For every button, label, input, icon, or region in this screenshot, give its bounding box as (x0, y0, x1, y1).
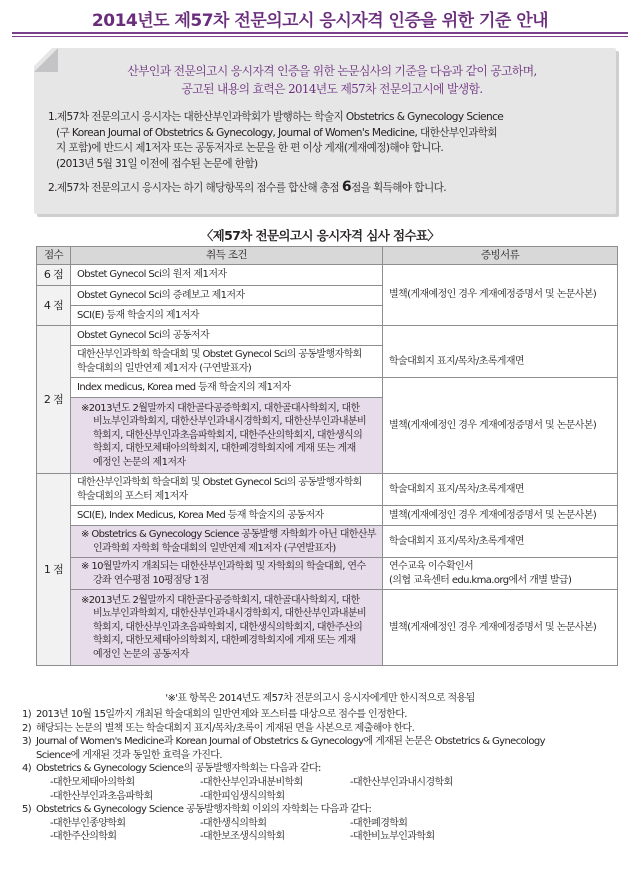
document-cell: 별책(게재예정인 경우 게재예정증명서 및 논문사본) (383, 590, 618, 666)
page-fold-decoration (34, 48, 58, 72)
table-title: 〈제57차 전문의고시 응시자격 심사 점수표〉 (200, 228, 440, 243)
notice-item-2-text: 2.제57차 전문의고시 응시자는 하기 해당항목의 점수를 합산해 총점 (48, 182, 342, 194)
notice-item-1-line: (2013년 5월 31일 이전에 접수된 논문에 한함) (56, 157, 258, 170)
condition-line: ※ Obstetrics & Gynecology Science 공동발행 자학회가 아닌 대한산부 (81, 529, 376, 540)
document-line: (의협 교육센터 edu.kma.org에서 개별 발급) (389, 574, 572, 586)
condition-cell-special (71, 398, 383, 474)
document-cell: 학술대회지 표지/목차/초록게재면 (383, 474, 618, 506)
notice-item-2 (48, 180, 608, 197)
table-row (37, 378, 618, 398)
table-row (37, 326, 618, 346)
document-cell: 별책(게재예정인 경우 게재예정증명서 및 논문사본) (383, 378, 618, 474)
notice-item-1-line: 지 포함)에 반드시 제1저자 또는 공동저자로 논문을 한 편 이상 게재(게재예정)해야 합니다. (56, 142, 444, 154)
condition-line: 학술대회의 일반연제 제1저자 (구연발표자) (77, 362, 252, 374)
table-row (37, 506, 618, 526)
condition-cell: Index medicus, Korea med 등재 학술지의 제1저자 (71, 378, 383, 398)
note-text (36, 735, 545, 762)
notice-intro (62, 62, 602, 98)
note-item (22, 803, 628, 817)
society-name (350, 790, 500, 804)
society-name: -대한모체태아의학회 (50, 776, 135, 788)
note-number: 2) (22, 722, 32, 734)
note-text: 해당되는 논문의 별책 또는 학술대회지 표지/목차/초록이 게재된 면을 사본으로 제출해야 한다. (36, 722, 415, 734)
condition-line: 강좌 연수평점 10평점당 1점 (93, 574, 209, 586)
society-name: -대한피임생식의학회 (200, 790, 285, 802)
page-title: 2014년도 제57차 전문의고시 응시자격 인증을 위한 기준 안내 (91, 11, 549, 31)
condition-line: ※2013년도 2월말까지 대한골다공증학회지, 대한골대사학회지, 대한 (81, 402, 360, 414)
note-item (22, 735, 628, 762)
condition-line: 인과학회 자학회 학술대회의 일반연제 제1저자 (구연발표자) (93, 542, 336, 554)
notes-list (22, 708, 628, 844)
document-line: 연수교육 이수확인서 (389, 561, 474, 572)
note-line: Journal of Women's Medicine과 Korean Journal of Obstetrics & Gynecology에 게재된 논문은 Obstetrics & Gynecology (36, 736, 545, 748)
document-cell (383, 558, 618, 590)
society-name: -대한비뇨부인과학회 (350, 831, 435, 843)
score-cell: 2 점 (37, 326, 71, 474)
document-cell: 별책(게재예정인 경우 게재예정증명서 및 논문사본) (383, 506, 618, 526)
note-number: 3) (22, 736, 32, 748)
score-cell: 4 점 (37, 286, 71, 326)
condition-cell: SCI(E) 등재 학술지의 제1저자 (71, 306, 383, 326)
condition-line: 대한산부인과학회 학술대회 및 Obstet Gynecol Sci의 공동발행자학회 (77, 477, 362, 488)
notice-item-1 (48, 110, 608, 172)
condition-line: 학술대회의 포스터 제1저자 (77, 490, 188, 502)
note-item (22, 762, 628, 776)
condition-cell (71, 474, 383, 506)
table-row (37, 474, 618, 506)
note-line: Science에 게재된 것과 동일한 효력을 가진다. (36, 749, 222, 761)
header-score: 점수 (37, 247, 71, 265)
condition-cell-special (71, 590, 383, 666)
note-text: Obstetrics & Gynecology Science의 공동발행자학회는 다음과 같다: (36, 763, 321, 775)
notice-item-1-line: (구 Korean Journal of Obstetrics & Gynecology, Journal of Women's Medicine, 대한산부인과학회 (56, 126, 498, 139)
table-row (37, 526, 618, 558)
society-name: -대한산부인과초음파학회 (50, 790, 153, 802)
condition-line: 비뇨부인과학회지, 대한산부인과내시경학회지, 대한산부인과내분비 (93, 608, 367, 620)
table-row (37, 558, 618, 590)
condition-line: 학회지, 대한산부인과초음파학회지, 대한생식의학회지, 대한주산의 (93, 621, 363, 633)
condition-cell-special (71, 526, 383, 558)
document-cell: 학술대회지 표지/목차/초록게재면 (383, 526, 618, 558)
society-name: -대한주산의학회 (50, 831, 117, 843)
score-table (36, 246, 618, 666)
score-cell: 6 점 (37, 265, 71, 286)
condition-cell: Obstet Gynecol Sci의 원저 제1저자 (71, 265, 383, 286)
condition-line: 예정인 논문의 공동저자 (93, 648, 189, 660)
note-number: 4) (22, 763, 32, 775)
condition-line: 대한산부인과학회 학술대회 및 Obstet Gynecol Sci의 공동발행자학회 (77, 349, 362, 360)
notice-item-1-line: 1.제57차 전문의고시 응시자는 대한산부인과학회가 발행하는 학술지 Obstetrics & Gynecology Science (48, 111, 504, 123)
note-text: Obstetrics & Gynecology Science 공동발행자학회 이외의 자학회는 다음과 같다: (36, 804, 372, 816)
header-document: 증빙서류 (383, 247, 618, 265)
society-name: -대한폐경학회 (350, 817, 408, 829)
note-item (22, 722, 628, 736)
title-rule (12, 32, 628, 34)
notice-item-2-text-end: 점을 획득해야 합니다. (350, 182, 446, 194)
condition-line: 학회지, 대한모체태아의학회지, 대한폐경학회지에 게재 또는 게재 (93, 443, 356, 455)
society-name: -대한산부인과내시경학회 (350, 776, 453, 788)
condition-line: 예정인 논문의 제1저자 (93, 456, 186, 468)
note-item (22, 708, 628, 722)
note-number: 5) (22, 804, 32, 816)
condition-cell: Obstet Gynecol Sci의 공동저자 (71, 326, 383, 346)
society-name: -대한생식의학회 (200, 817, 267, 829)
document-cell-empty (383, 326, 618, 346)
condition-cell (71, 346, 383, 378)
condition-cell: SCI(E), Index Medicus, Korea Med 등재 학술지의 공동저자 (71, 506, 383, 526)
society-name: -대한산부인과내분비학회 (200, 776, 303, 788)
table-row (37, 265, 618, 286)
society-list (50, 776, 628, 803)
table-header-row (37, 247, 618, 265)
notice-intro-line: 공고된 내용의 효력은 2014년도 제57차 전문의고시에 발생함. (181, 82, 483, 96)
notice-intro-line: 산부인과 전문의고시 응시자격 인증을 위한 논문심사의 기준을 다음과 같이 공고하며, (127, 64, 537, 78)
condition-line: 학회지, 대한모체태아의학회지, 대한폐경학회지에 게재 또는 게재 (93, 635, 356, 647)
condition-line: 비뇨부인과학회지, 대한산부인과내시경학회지, 대한산부인과내분비 (93, 416, 367, 428)
total-score-value: 6 (341, 179, 351, 195)
society-name: -대한보조생식의학회 (200, 831, 285, 843)
document-cell: 별책(게재예정인 경우 게재예정증명서 및 논문사본) (383, 265, 618, 326)
society-list (50, 817, 628, 844)
condition-line: ※ 10월말까지 개최되는 대한산부인과학회 및 자학회의 학술대회, 연수 (81, 561, 366, 572)
title-rule-thin (12, 36, 628, 37)
condition-line: 학회지, 대한산부인과초음파학회지, 대한주산의학회지, 대한생식의 (93, 429, 363, 441)
header-condition: 취득 조건 (71, 247, 383, 265)
society-name: -대한부인종양학회 (50, 817, 126, 829)
note-text: 2013년 10월 15일까지 개최된 학술대회의 일반연제와 포스터를 대상으로 점수를 인정한다. (36, 709, 407, 720)
footnote: '※'표 항목은 2014년도 제57차 전문의고시 응시자에게만 한시적으로 적용됨 (165, 693, 475, 704)
condition-cell-special (71, 558, 383, 590)
condition-cell: Obstet Gynecol Sci의 증례보고 제1저자 (71, 286, 383, 306)
table-row (37, 346, 618, 378)
score-cell: 1 점 (37, 474, 71, 666)
document-cell: 학술대회지 표지/목차/초록게재면 (383, 346, 618, 378)
table-row (37, 590, 618, 666)
note-number: 1) (22, 709, 32, 720)
condition-line: ※2013년도 2월말까지 대한골다공증학회지, 대한골대사학회지, 대한 (81, 594, 360, 606)
